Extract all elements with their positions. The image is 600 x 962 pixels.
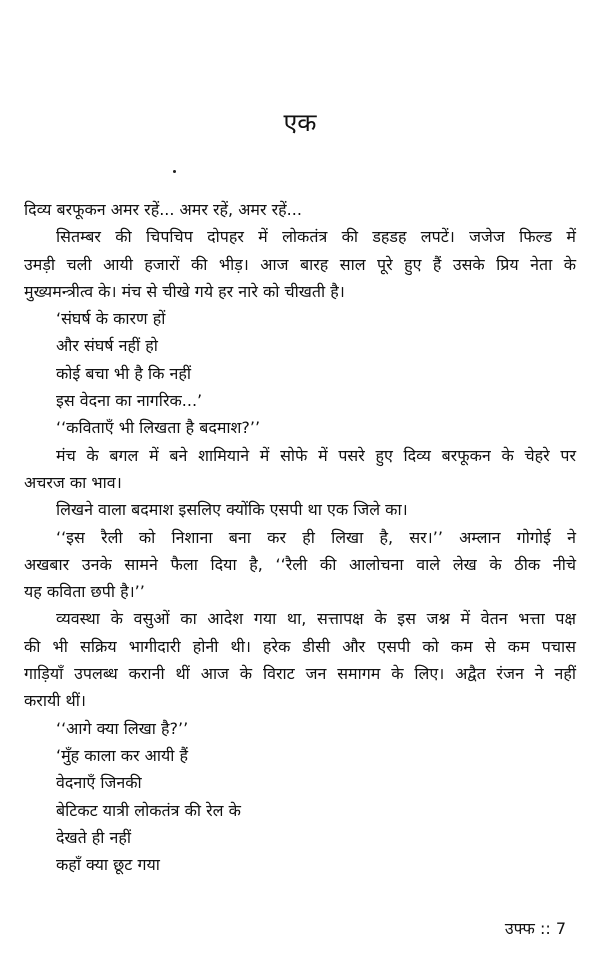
running-title: उफ्फ xyxy=(504,919,535,938)
text-line: अचरज का भाव। xyxy=(24,472,122,492)
footer-separator: :: xyxy=(539,919,551,938)
poem-line: और संघर्ष नहीं हो xyxy=(56,336,158,356)
dialogue-line: ‘‘आगे क्या लिखा है?’’ xyxy=(56,718,189,738)
text-line: व्यवस्था के वसुओं का आदेश गया था, सत्तापक्ष के इस जश्न में वेतन भत्ता पक्ष xyxy=(56,609,576,629)
poem-line: देखते ही नहीं xyxy=(56,827,132,847)
dialogue-line: ‘‘कविताएँ भी लिखता है बदमाश?’’ xyxy=(56,418,261,438)
text-line: करायी थीं। xyxy=(24,691,86,711)
poem-line: इस वेदना का नागरिक...’ xyxy=(56,391,203,411)
chapter-title: एक xyxy=(283,108,317,137)
text-line: दिव्य बरफूकन अमर रहें... अमर रहें, अमर रहें... xyxy=(24,200,302,219)
body-text xyxy=(24,196,576,878)
poem-line: कोई बचा भी है कि नहीं xyxy=(56,363,191,383)
text-line: यह कविता छपी है।’’ xyxy=(24,582,145,602)
poem-line: कहाँ क्या छूट गया xyxy=(56,855,160,875)
poem-line: बेटिकट यात्री लोकतंत्र की रेल के xyxy=(56,800,241,820)
text-line: मुख्यमन्त्रीत्व के। मंच से चीखे गये हर नारे को चीखती है। xyxy=(24,281,345,301)
stray-mark xyxy=(173,170,176,173)
poem-line: वेदनाएँ जिनकी xyxy=(56,773,142,793)
poem-line: ‘मुँह काला कर आयी हैं xyxy=(56,745,189,765)
text-line: गाड़ियाँ उपलब्ध करानी थीं आज के विराट जन समागम के लिए। अद्वैत रंजन ने नहीं xyxy=(24,664,576,684)
text-line: लिखने वाला बदमाश इसलिए क्योंकि एसपी था एक जिले का। xyxy=(56,500,408,520)
text-line: की भी सक्रिय भागीदारी होनी थी। हरेक डीसी और एसपी को कम से कम पचास xyxy=(24,636,576,656)
text-line: सितम्बर की चिपचिप दोपहर में लोकतंत्र की डहडह लपटें। जजेज फिल्ड में xyxy=(56,227,576,247)
text-line: उमड़ी चली आयी हजारों की भीड़। आज बारह साल पूरे हुए हैं उसके प्रिय नेता के xyxy=(24,254,576,274)
text-line: मंच के बगल में बने शामियाने में सोफे में पसरे हुए दिव्य बरफूकन के चेहरे पर xyxy=(56,445,576,465)
poem-line: ‘संघर्ष के कारण हों xyxy=(56,309,166,329)
page-footer xyxy=(505,918,566,940)
text-line: अखबार उनके सामने फैला दिया है, ‘‘रैली की आलोचना वाले लेख के ठीक नीचे xyxy=(24,554,576,574)
page-number: 7 xyxy=(555,919,566,938)
dialogue-line: ‘‘इस रैली को निशाना बना कर ही लिखा है, सर।’’ अम्लान गोगोई ने xyxy=(56,527,576,547)
